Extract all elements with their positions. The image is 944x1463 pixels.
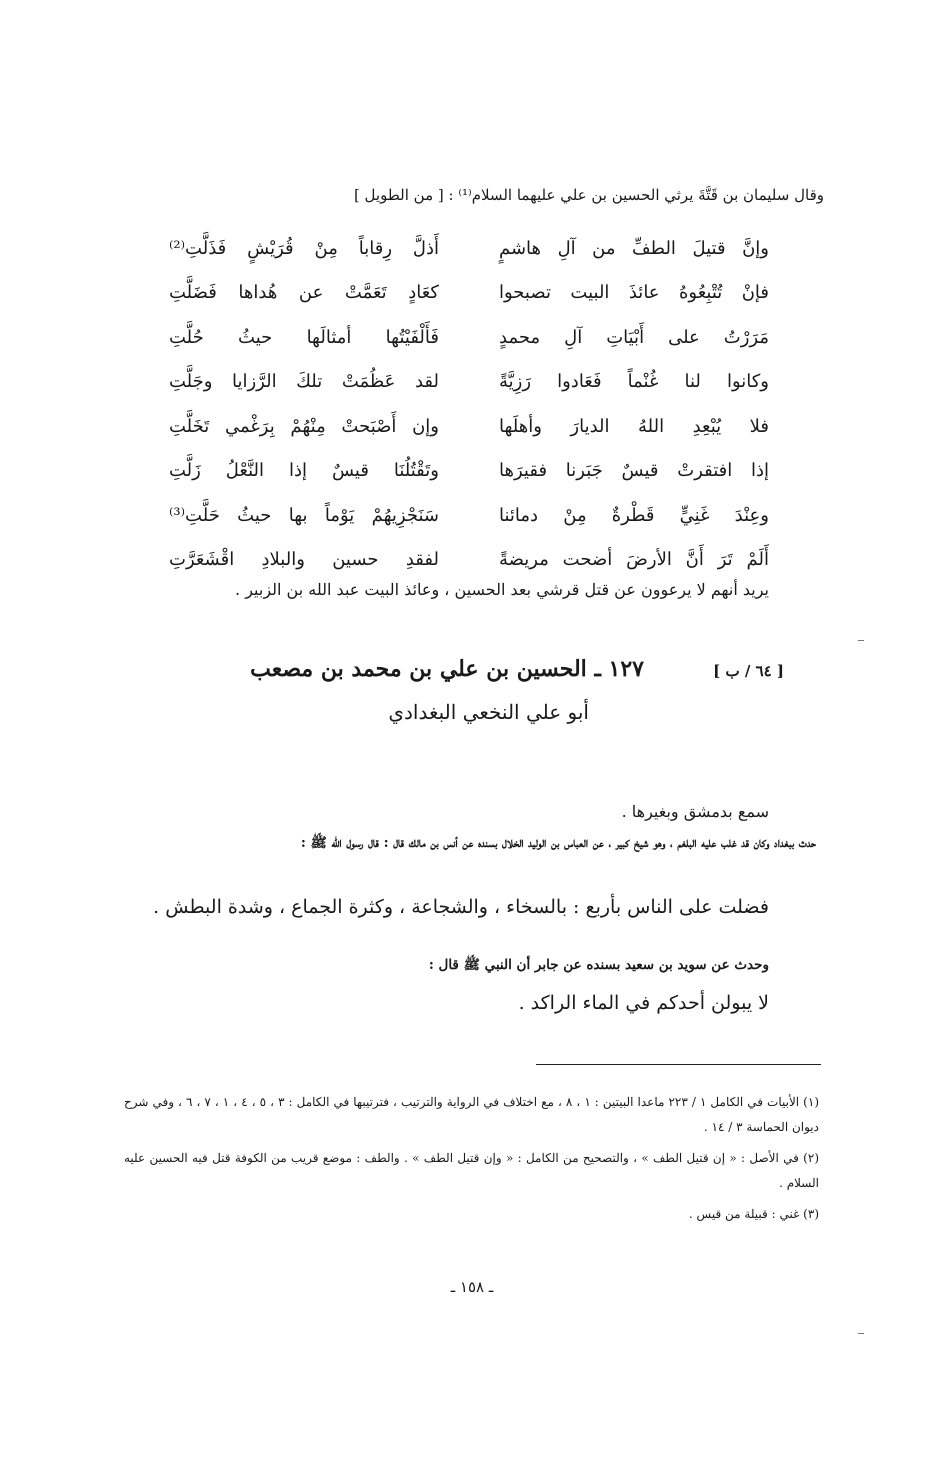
first-hemistich: إذا افتقرتْ قيسٌ جَبَرنا فقيرَها <box>499 460 769 482</box>
isnad-paragraph: حدث ببغداد وكان قد غلب عليه البلغم ، وهو شيخ كبير ، عن العباس بن الوليد الخلال بسنده عن أنس بن مالك قال : قال رسول الله ﷺ : <box>300 835 816 851</box>
poem <box>169 226 769 582</box>
page-number: ـ ١٥٨ ـ <box>450 1278 494 1296</box>
second-hemistich: وتَقْتُلُنَا قيسٌ إذا النَّعْلُ زَلَّتِ <box>169 460 439 482</box>
first-hemistich: وكانوا لنا غُنْماً فَعَادوا رَزِيَّةً <box>499 371 769 393</box>
first-hemistich: مَرَرْتُ على أَبْيَاتِ آلِ محمدٍ <box>499 326 769 348</box>
entry-subtitle: أبو علي النخعي البغدادي <box>388 700 589 724</box>
first-hemistich: أَلَمْ تَرَ أَنَّ الأرضَ أضحت مريضةً <box>499 549 769 571</box>
hadith-text: فضلت على الناس بأربع : بالسخاء ، والشجاعة ، وكثرة الجماع ، وشدة البطش . <box>153 896 769 918</box>
first-hemistich: فإنْ تُتْبِعُوهُ عائذَ البيت تصبحوا <box>499 282 769 304</box>
footnote-divider <box>536 1064 821 1065</box>
second-hemistich: فَأَلْفَيْتُها أمثالَها حيثُ حُلَّتِ <box>169 326 439 348</box>
footnote: (٢) في الأصل : « إن قتيل الطف » ، والتصحيح من الكامل : « وإن قتيل الطف » . والطف : موضع قريب من الكوفة قتل فيه الحسين عليه السلام . <box>124 1151 819 1190</box>
scan-mark <box>858 1333 864 1334</box>
body-paragraph: سمع بدمشق وبغيرها . <box>621 802 769 821</box>
poem-verse <box>169 538 769 583</box>
hadith-text: لا يبولن أحدكم في الماء الراكد . <box>518 992 769 1014</box>
poem-intro: وقال سليمان بن قَتَّةَ يرثي الحسين بن علي عليهما السلام⁽¹⁾ : [ من الطويل ] <box>353 186 824 204</box>
scan-mark <box>858 640 864 641</box>
poem-verse <box>169 360 769 405</box>
footnote: (٣) غني : قبيلة من قيس . <box>688 1207 819 1221</box>
poem-verse <box>169 404 769 449</box>
poem-verse <box>169 271 769 316</box>
entry-heading <box>124 656 784 696</box>
first-hemistich: وإنَّ قتيلَ الطفِّ من آلِ هاشمٍ <box>499 237 769 259</box>
second-hemistich: سَنَجْزِيهُمْ يَوْماً بها حيثُ حَلَّتِ⁽³⁾ <box>169 504 439 526</box>
entry-title: ١٢٧ ـ الحسين بن علي بن محمد بن مصعب <box>250 656 644 682</box>
poem-verse <box>169 315 769 360</box>
poem-verse <box>169 226 769 271</box>
poem-explanation: يريد أنهم لا يرعوون عن قتل قرشي بعد الحسين ، وعائذ البيت عبد الله بن الزبير . <box>235 580 769 599</box>
first-hemistich: فلا يُبْعِدِ اللهُ الديارَ وأهلَها <box>499 415 769 437</box>
second-hemistich: أَذلَّ رِقاباً مِنْ قُرَيْشٍ فَذَلَّتِ⁽²⁾ <box>169 237 439 259</box>
second-hemistich: كعَادٍ تَعَمَّتْ عن هُداها فَضَلَّتِ <box>169 282 439 304</box>
first-hemistich: وعِنْدَ غَنِيٍّ قَطْرةٌ مِنْ دمائنا <box>499 504 769 526</box>
footnote: (١) الأبيات في الكامل ١ / ٢٢٣ ماعدا البيتين : ١ ، ٨ ، مع اختلاف في الرواية والترتيب ، فترتيبها في الكامل : ٣ ، ٥ ، ٤ ، ١ ، ٧ ، ٦ ، وفي شرح ديوان الحماسة ٣ / ١٤ . <box>124 1095 819 1134</box>
folio-reference: [ ٦٤ / ب ] <box>713 662 784 680</box>
footnotes <box>124 1090 819 1233</box>
second-hemistich: لقد عَظُمَتْ تلكَ الرَّزايا وجَلَّتِ <box>169 371 439 393</box>
poem-verse <box>169 449 769 494</box>
isnad-paragraph: وحدث عن سويد بن سعيد بسنده عن جابر أن النبي ﷺ قال : <box>428 957 769 973</box>
second-hemistich: وإن أَصْبَحتْ مِنْهُمْ بِرَغْمي تَخَلَّتِ <box>169 415 439 437</box>
poem-verse <box>169 493 769 538</box>
second-hemistich: لفقدِ حسين والبلادِ اقْشَعَرَّتِ <box>169 549 439 571</box>
